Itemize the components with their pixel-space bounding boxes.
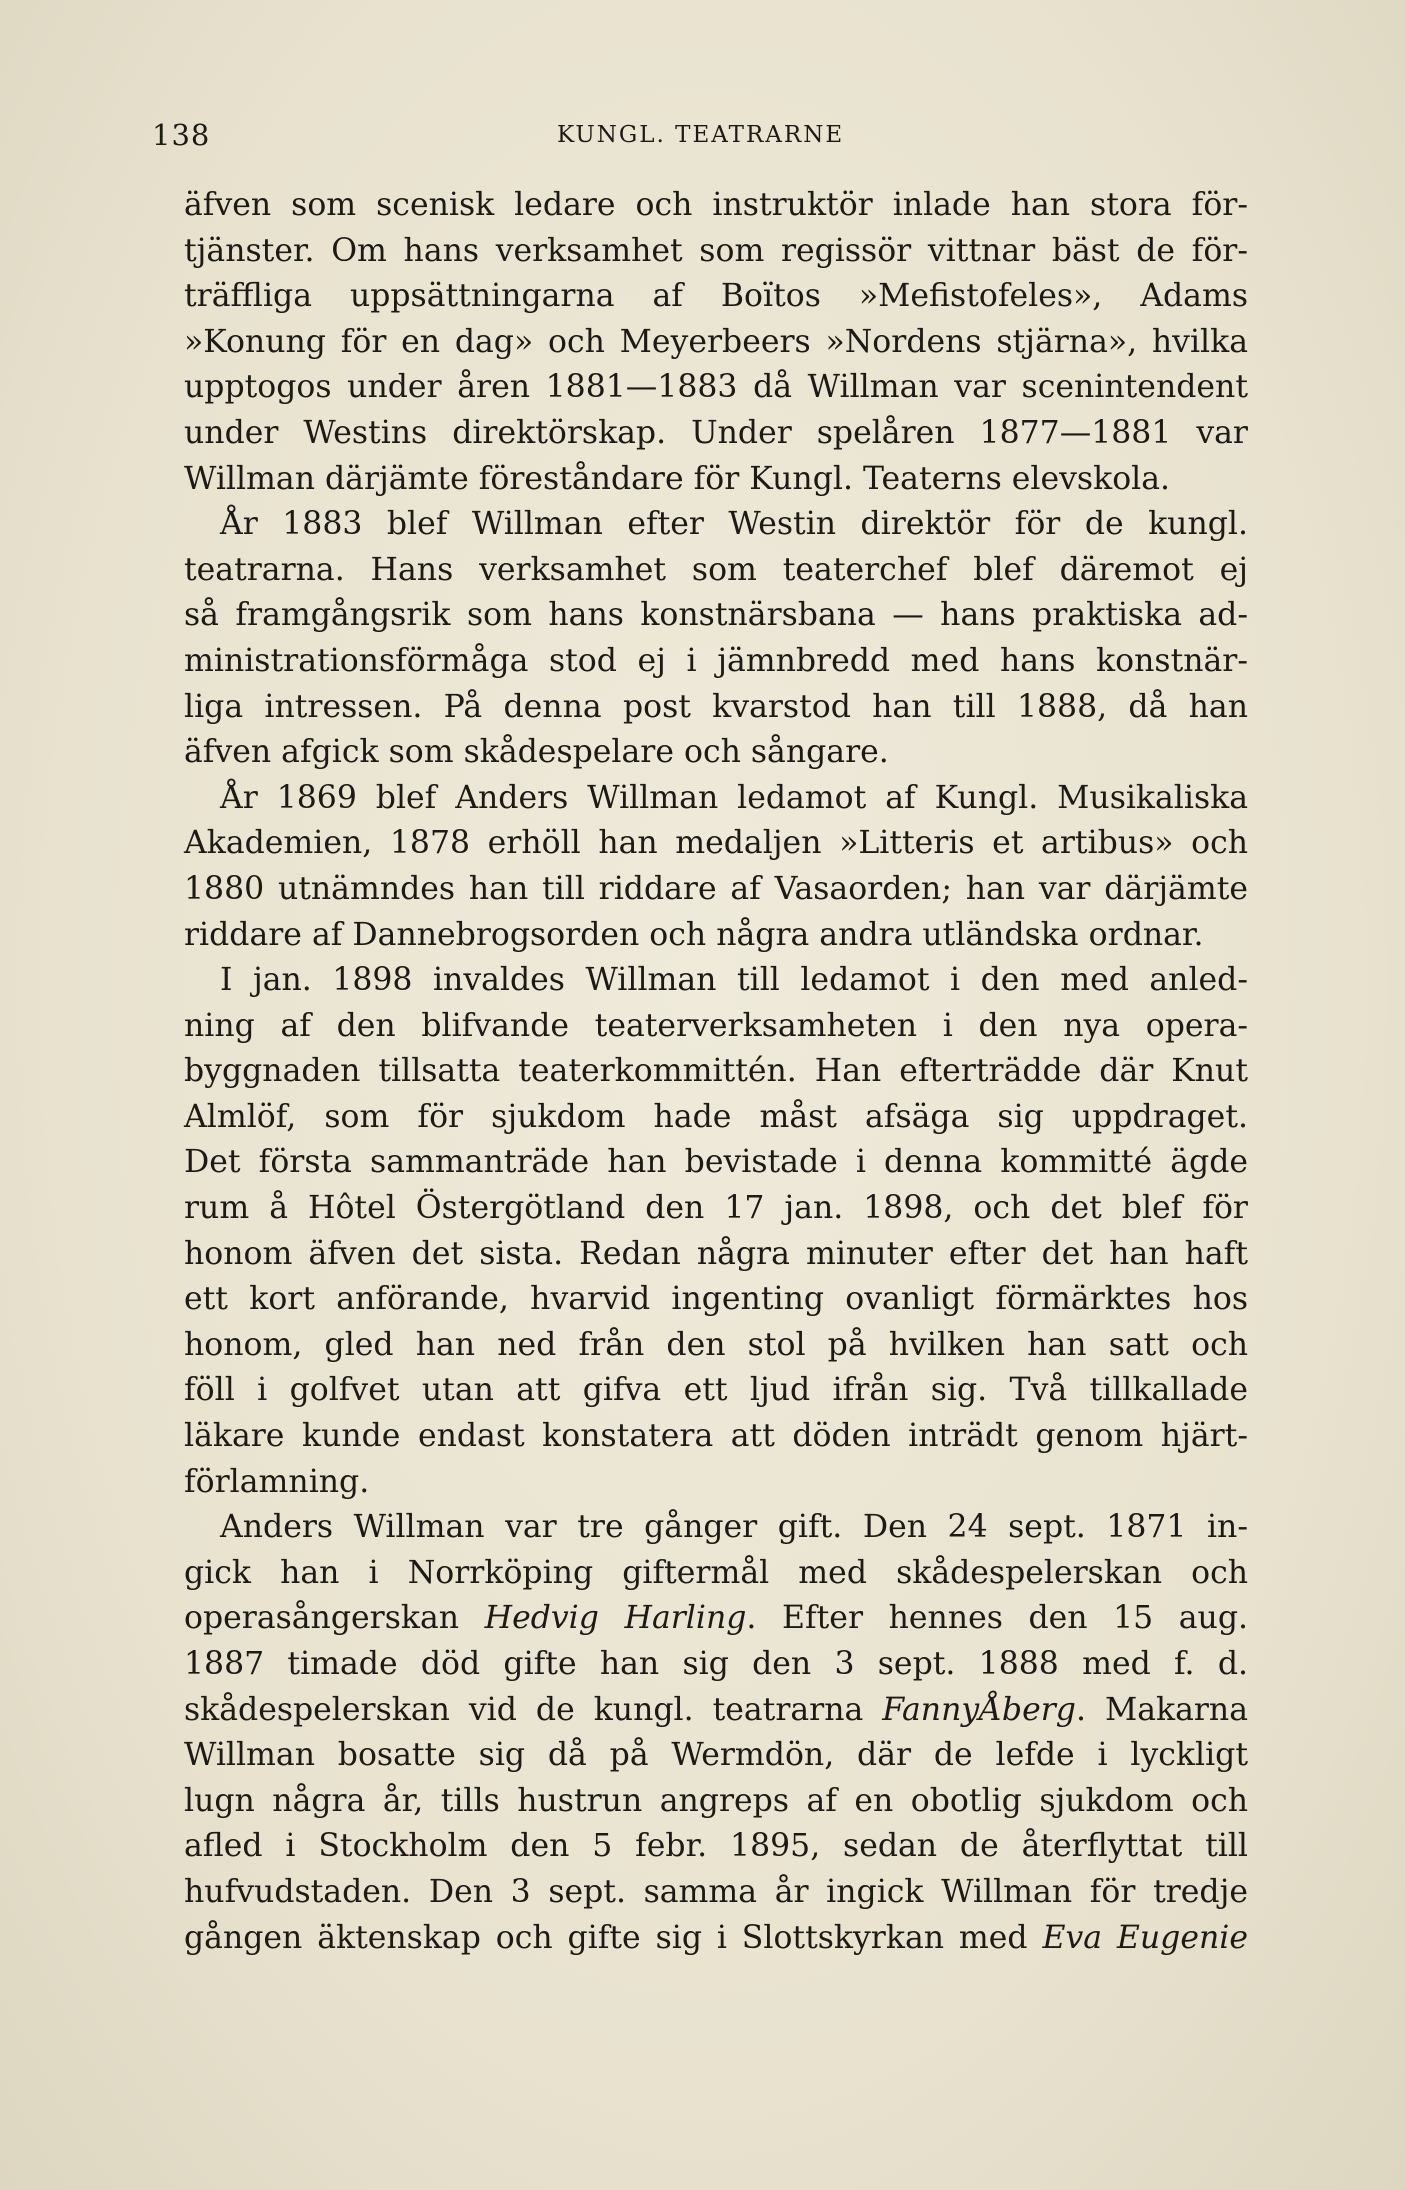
text-line: så framgångsrik som hans konstnärsbana — hans praktiska ad- [184,597,1248,634]
running-title: KUNGL. TEATRARNE [557,122,845,148]
text-line [184,1596,1248,1642]
person-name-italic: Eva Eugenie [1042,1919,1248,1956]
text-line: hufvudstaden. Den 3 sept. samma år ingick Willman för tredje [184,1873,1248,1910]
text-line: upptogos under åren 1881—1883 då Willman var scenintendent [184,369,1248,406]
person-name-italic: FannyÅberg [882,1691,1076,1728]
text-line: Det första sammanträde han bevistade i denna kommitté ägde [184,1144,1248,1181]
text-line [184,1916,1248,1962]
text-line: »Konung för en dag» och Meyerbeers »Nordens stjärna», hvilka [184,323,1248,360]
text-line: afled i Stockholm den 5 febr. 1895, sedan de återflyttat till [184,1828,1248,1865]
text-segment: . Efter hennes den 15 aug. [746,1600,1249,1637]
text-line: lugn några år, tills hustrun angreps af en obotlig sjukdom och [184,1782,1248,1819]
text-line: Anders Willman var tre gånger gift. Den 24 sept. 1871 in- [220,1509,1248,1546]
text-line: träffliga uppsättningarna af Boïtos »Mefistofeles», Adams [184,278,1248,315]
person-name-italic: Hedvig Harling [484,1600,747,1637]
text-segment: . Makarna [1075,1691,1248,1728]
text-line: Willman bosatte sig då på Wermdön, där de lefde i lyckligt [184,1737,1248,1774]
text-line: riddare af Dannebrogsorden och några andra utländska ordnar. [184,916,1204,953]
text-line: honom äfven det sista. Redan några minuter efter det han haft [184,1235,1248,1272]
text-line: honom, gled han ned från den stol på hvilken han satt och [184,1326,1248,1363]
text-line: ministrationsförmåga stod ej i jämnbredd med hans konstnär- [184,642,1248,679]
text-line: År 1883 blef Willman efter Westin direktör för de kungl. [220,506,1248,543]
text-line: 1887 timade död gifte han sig den 3 sept. 1888 med f. d. [184,1646,1248,1682]
text-line: ning af den blifvande teaterverksamheten i den nya opera- [184,1007,1248,1044]
text-line: förlamning. [184,1463,370,1500]
text-line: I jan. 1898 invaldes Willman till ledamot i den med anled- [220,962,1248,999]
running-head [152,118,1252,158]
text-segment: operasångerskan [184,1600,485,1637]
text-line: ett kort anförande, hvarvid ingenting ovanligt förmärktes hos [184,1281,1248,1318]
text-line: under Westins direktörskap. Under spelåren 1877—1881 var [184,414,1248,451]
text-line: Willman därjämte föreståndare för Kungl. Teaterns elevskola. [184,460,1171,497]
text-line: liga intressen. På denna post kvarstod han till 1888, då han [184,688,1248,725]
text-segment: gången äktenskap och gifte sig i Slottskyrkan med [184,1919,1043,1956]
text-line: tjänster. Om hans verksamhet som regissör vittnar bäst de för- [184,232,1248,269]
text-line: Akademien, 1878 erhöll han medaljen »Litteris et artibus» och [184,825,1248,862]
text-line: byggnaden tillsatta teaterkommittén. Han efterträdde där Knut [184,1053,1248,1090]
text-line: Almlöf, som för sjukdom hade måst afsäga sig uppdraget. [184,1098,1248,1135]
text-line: äfven afgick som skådespelare och sångare. [184,734,889,771]
text-line: teatrarna. Hans verksamhet som teaterchef blef däremot ej [184,551,1248,588]
text-line: föll i golfvet utan att gifva ett ljud ifrån sig. Två tillkallade [184,1372,1248,1409]
text-segment: skådespelerskan vid de kungl. teatrarna [184,1691,883,1728]
text-line: gick han i Norrköping giftermål med skådespelerskan och [184,1554,1248,1591]
page-number: 138 [152,118,211,152]
text-line: läkare kunde endast konstatera att döden inträdt genom hjärt- [184,1418,1248,1455]
text-line: äfven som scenisk ledare och instruktör inlade han stora för- [184,187,1248,223]
text-line: År 1869 blef Anders Willman ledamot af Kungl. Musikaliska [220,779,1248,816]
text-line: rum å Hôtel Östergötland den 17 jan. 1898, och det blef för [184,1190,1248,1227]
text-line: 1880 utnämndes han till riddare af Vasaorden; han var därjämte [184,870,1248,907]
text-line [184,1688,1248,1734]
body-text [184,183,1248,1961]
